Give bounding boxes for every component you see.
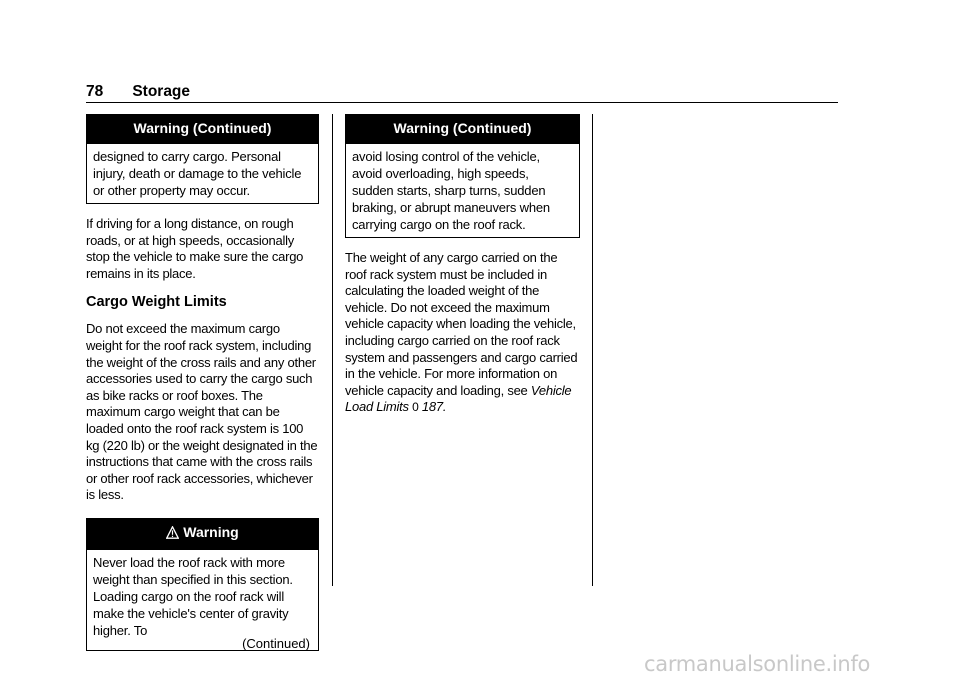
paragraph-text: The weight of any cargo carried on the roof rack system must be included in calculating the loaded weight of the vehicle. Do not exceed the maximum vehicle capacity when loading the vehicle, including cargo carried on the roof rack system and passengers and cargo carried in the vehicle. For more information on vehicle capacity and loading, see [345,250,578,398]
section-title: Storage [132,83,191,100]
page-number: 78 [86,83,104,100]
page-header [86,82,838,103]
column-divider [592,114,593,586]
warning-title: Warning (Continued) [346,115,579,144]
cross-reference-page[interactable]: 187. [421,399,447,415]
paragraph [345,250,580,416]
column-divider [332,114,333,586]
warning-box-continued [86,114,319,204]
watermark: carmanualsonline.info [644,652,871,676]
warning-text: designed to carry cargo. Personal injury, death or damage to the vehicle or other property may occur. [93,149,302,198]
warning-text: Never load the roof rack with more weight than specified in this section. Loading cargo on the roof rack will make the vehicle's center of gravity higher. To [93,554,293,638]
paragraph: Do not exceed the maximum cargo weight for the roof rack system, including the weight of the cross rails and any other accessories used to carry the cargo such as bike racks or roof boxes. The maximum cargo weight that can be loaded onto the roof rack system is 100 kg (220 lb) or the weight designated in the instructions that came with the cross rails or other roof rack accessories, whichever is less. [86,321,318,503]
warning-text: avoid losing control of the vehicle, avoid overloading, high speeds, sudden starts, sharp turns, sudden braking, or abrupt maneuvers when carrying cargo on the roof rack. [352,149,550,232]
warning-header [87,519,318,550]
warning-title: Warning [183,523,239,540]
warning-box [86,518,319,651]
middle-column [345,114,580,416]
paragraph: If driving for a long distance, on rough roads, or at high speeds, occasionally stop the vehicle to make sure the cargo remains in its place. [86,216,304,281]
section-heading: Cargo Weight Limits [86,294,227,311]
cross-reference-link[interactable]: Vehicle Load Limits [345,382,572,415]
left-column [86,114,319,651]
warning-triangle-icon [166,526,179,543]
page-reference-icon: 0 [412,400,419,415]
warning-box-continued [345,114,580,238]
continued-label: (Continued) [242,635,310,651]
warning-title: Warning (Continued) [87,115,318,144]
